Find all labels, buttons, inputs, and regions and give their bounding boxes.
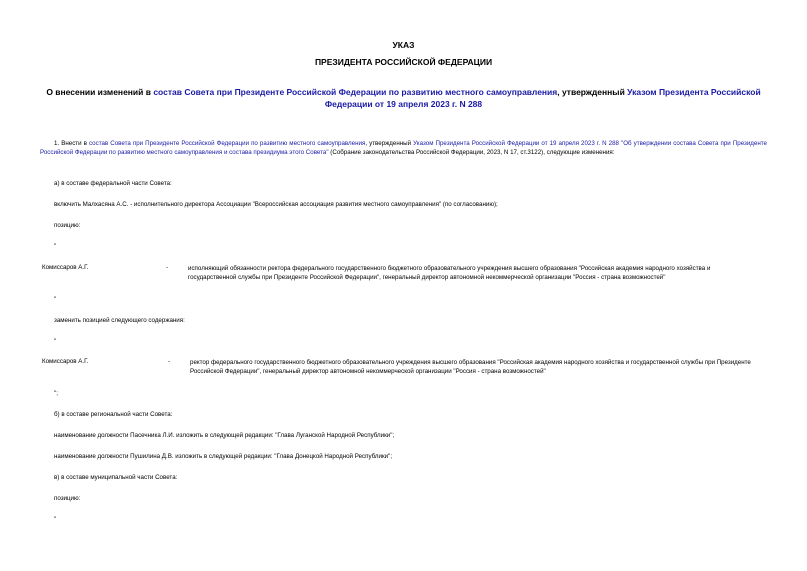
para1-link-decree[interactable]: Указом Президента Российской Федерации от 19 апреля 2023 г. N 288 "Об утверждении состава Совета при Президенте Российской Федерации по развитию местного самоуправления и состава президиума этого Совета" <box>40 140 767 156</box>
title-prefix: О внесении изменений в <box>46 87 154 97</box>
item-a: а) в составе федеральной части Совета: <box>54 180 172 187</box>
row1-text: исполняющий обязанности ректора федерального государственного бюджетного образовательного учреждения высшего образования "Российская академия народного хозяйства и государственной службы при Президенте Российской Федерации", генеральный директор автономной некоммерческой организации "Россия - страна возможностей" <box>188 265 711 281</box>
para1-prefix: 1. Внести в <box>54 140 89 147</box>
para1-middle: , утвержденный <box>365 140 414 147</box>
row2-text: ректор федерального государственного бюджетного образовательного учреждения высшего образования "Российская академия народного хозяйства и государственной службы при Президенте Российской Федерации", генеральный директор автономной некоммерческой организации "Россия - страна возможностей" <box>190 359 751 375</box>
row2-dash: - <box>168 358 171 365</box>
issuer: ПРЕЗИДЕНТА РОССИЙСКОЙ ФЕДЕРАЦИИ <box>314 57 493 67</box>
quote-close-2: "; <box>54 390 58 397</box>
row2-name: Комиссаров А.Г. <box>42 358 89 365</box>
quote-close-1: " <box>54 296 57 303</box>
replace-line: заменить позицией следующего содержания: <box>54 317 185 324</box>
position-label-1: позицию: <box>54 222 81 229</box>
row1-dash: - <box>166 264 169 271</box>
title-middle: , утвержденный <box>557 87 628 97</box>
para1-suffix: (Собрание законодательства Российской Федерации, 2023, N 17, ст.3122), следующие изменения: <box>328 149 615 156</box>
include-line: включить Малхасяна А.С. - исполнительного директора Ассоциации "Всероссийская ассоциация развития местного самоуправления" (по согласованию); <box>54 201 498 208</box>
quote-open-1: " <box>54 243 57 250</box>
position-label-2: позицию: <box>54 495 81 502</box>
quote-open-3: " <box>54 516 57 523</box>
document-title <box>40 86 767 110</box>
item-b: б) в составе региональной части Совета: <box>54 411 173 418</box>
pushilin-line: наименование должности Пушилина Д.В. изложить в следующей редакции: "Глава Донецкой Народной Республики"; <box>54 453 393 460</box>
document-type: УКАЗ <box>392 40 415 50</box>
pasechnik-line: наименование должности Пасечника Л.И. изложить в следующей редакции: "Глава Луганской Народной Республики"; <box>54 432 395 439</box>
para1-link-council-composition[interactable]: состав Совета при Президенте Российской Федерации по развитию местного самоуправления <box>89 140 366 147</box>
title-link-decree[interactable]: Указом Президента Российской Федерации от 19 апреля 2023 г. N 288 <box>324 87 761 109</box>
title-link-council-composition[interactable]: состав Совета при Президенте Российской Федерации по развитию местного самоуправления <box>153 87 558 97</box>
quote-open-2: " <box>54 338 57 345</box>
item-v: в) в составе муниципальной части Совета: <box>54 474 178 481</box>
paragraph-1 <box>40 139 767 157</box>
row1-name: Комиссаров А.Г. <box>42 264 89 271</box>
